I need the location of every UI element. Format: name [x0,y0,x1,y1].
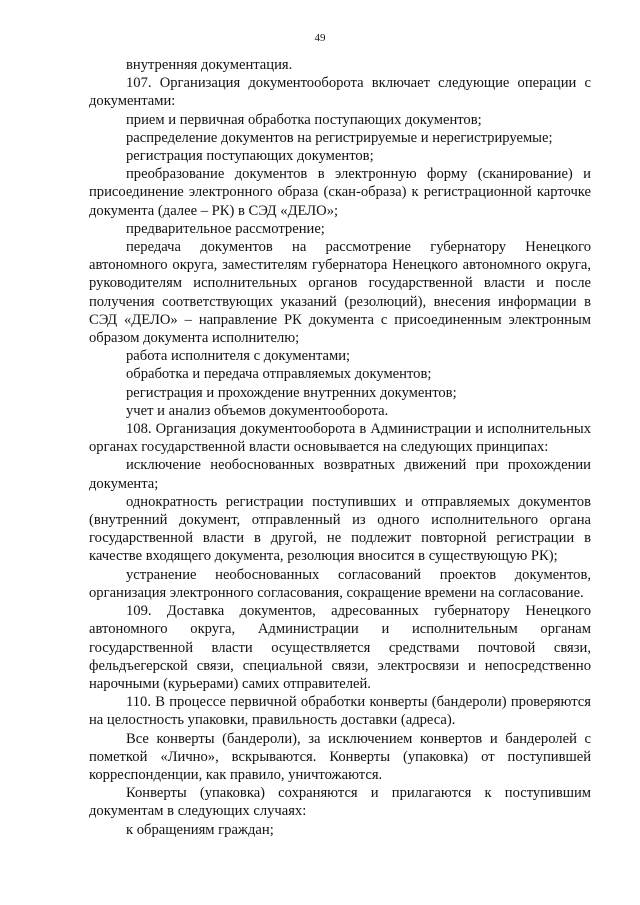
paragraph: исключение необоснованных возвратных движений при прохождении документа; [89,457,591,492]
paragraph: распределение документов на регистрируемые и нерегистрируемые; [126,129,553,146]
paragraph: устранение необоснованных согласований проектов документов, организация электронного согласования, сокращение времени на согласование. [89,566,591,601]
document-body [89,56,591,839]
paragraph: регистрация поступающих документов; [126,148,374,165]
paragraph: преобразование документов в электронную форму (сканирование) и присоединение электронного образа (скан-образа) к регистрационной карточке документа (далее – РК) в СЭД «ДЕЛО»; [89,166,591,219]
paragraph: однократность регистрации поступивших и отправляемых документов (внутренний документ, отправленный из одного исполнительного органа государственной власти в другой, не подлежит повторной регистрации в качестве входящего документа, резолюция вносится в существующую РК); [89,493,591,565]
paragraph: обработка и передача отправляемых документов; [126,366,432,383]
paragraph: 109. Доставка документов, адресованных губернатору Ненецкого автономного округа, Администрации и исполнительным органам государственной власти осуществляется средствами почтовой связи, фельдъегерской связи, специальной связи, электросвязи и непосредственно нарочными (курьерами) самих отправителей. [89,603,591,692]
page-number: 49 [314,32,326,44]
paragraph: регистрация и прохождение внутренних документов; [126,384,457,401]
paragraph: к обращениям граждан; [126,821,274,838]
paragraph: передача документов на рассмотрение губернатору Ненецкого автономного округа, заместителям губернатора Ненецкого автономного округа, руководителям исполнительных органов государственной власти и после получения соответствующих указаний (резолюций), внесения информации в СЭД «ДЕЛО» – направление РК документа с присоединенным электронным образом документа исполнителю; [89,239,591,347]
paragraph: работа исполнителя с документами; [126,348,351,365]
paragraph: предварительное рассмотрение; [126,220,325,237]
paragraph: Конверты (упаковка) сохраняются и прилагаются к поступившим документам в следующих случаях: [89,785,591,820]
paragraph: 108. Организация документооборота в Администрации и исполнительных органах государственной власти основывается на следующих принципах: [89,421,591,456]
paragraph: прием и первичная обработка поступающих документов; [126,111,482,128]
paragraph: 110. В процессе первичной обработки конверты (бандероли) проверяются на целостность упаковки, правильность доставки (адреса). [89,694,591,729]
paragraph: учет и анализ объемов документооборота. [126,402,389,419]
paragraph: Все конверты (бандероли), за исключением конвертов и бандеролей с пометкой «Лично», вскрываются. Конверты (упаковка) от поступившей корреспонденции, как правило, уничтожаются. [89,730,591,783]
paragraph: внутренняя документация. [126,57,293,73]
paragraph: 107. Организация документооборота включает следующие операции с документами: [89,75,591,110]
